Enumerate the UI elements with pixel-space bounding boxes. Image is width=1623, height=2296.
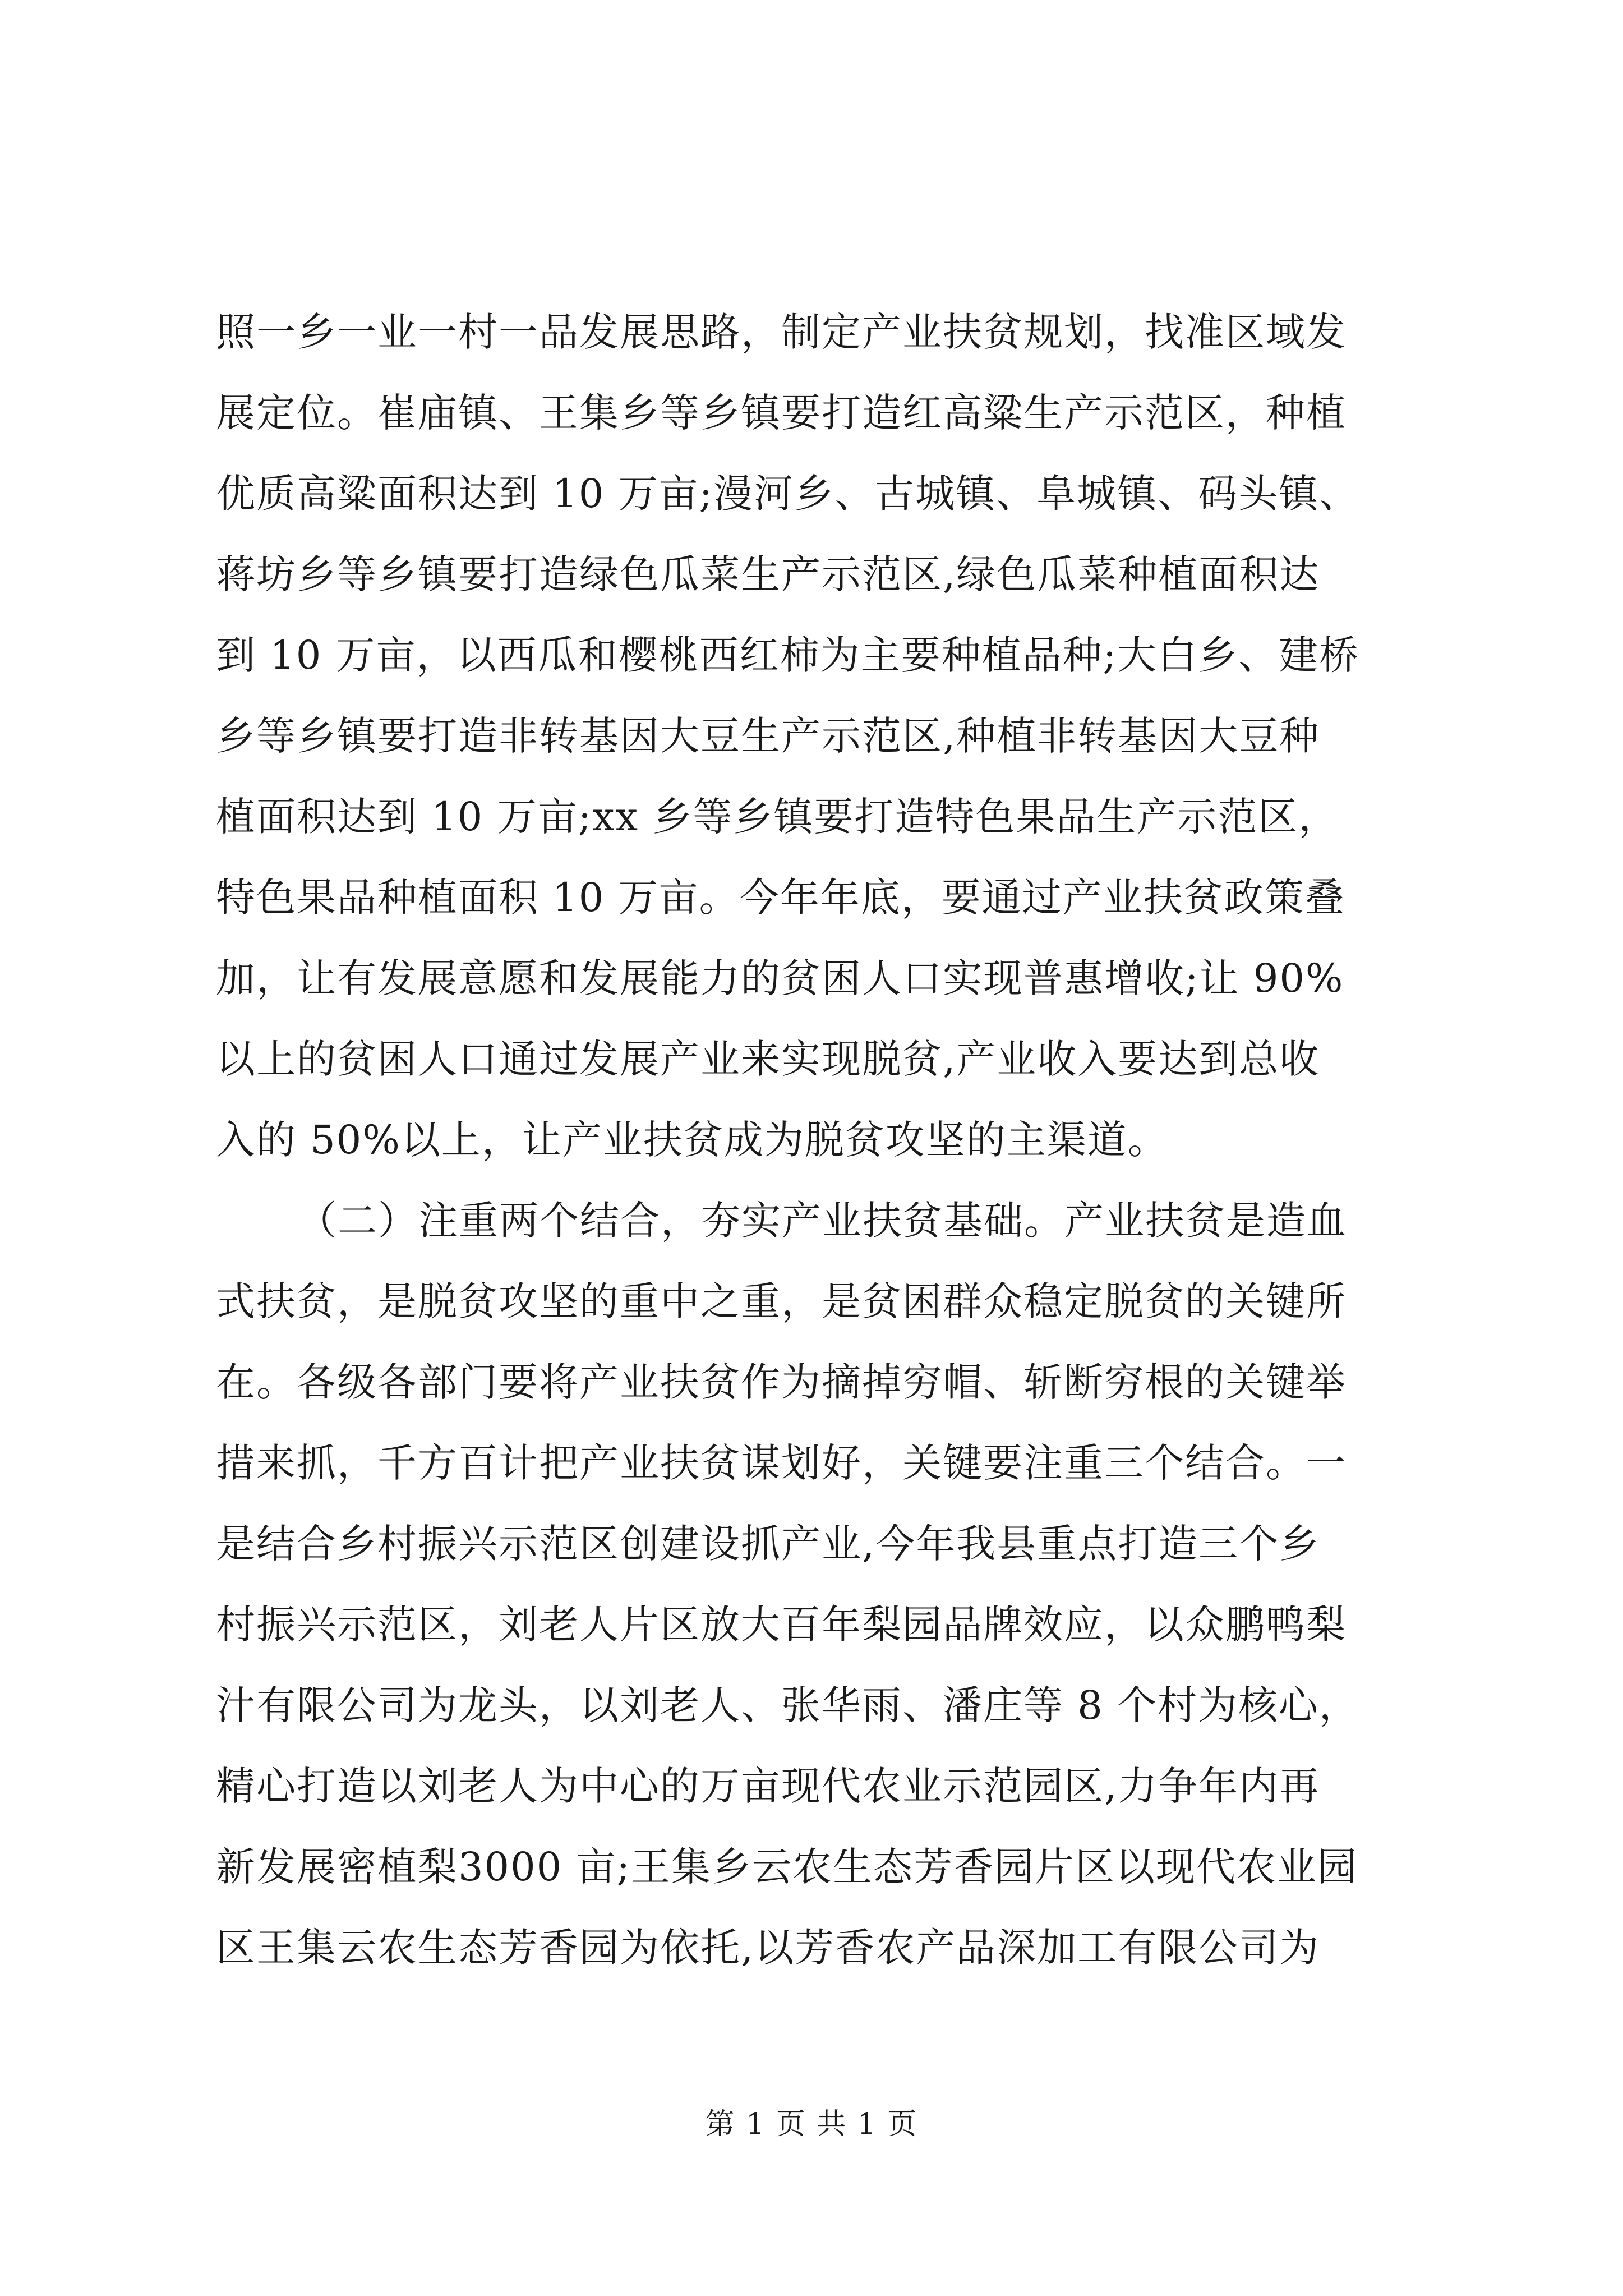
text-line: 照一乡一业一村一品发展思路，制定产业扶贫规划，找准区域发: [216, 309, 1347, 355]
text-line: 在。各级各部门要将产业扶贫作为摘掉穷帽、斩断穷根的关键举: [216, 1359, 1347, 1405]
section-heading-line: （二）注重两个结合，夯实产业扶贫基础。产业扶贫是造血: [297, 1198, 1347, 1244]
text-line: 蒋坊乡等乡镇要打造绿色瓜菜生产示范区,绿色瓜菜种植面积达: [216, 551, 1320, 597]
text-line: 村振兴示范区，刘老人片区放大百年梨园品牌效应，以众鹏鸭梨: [216, 1602, 1347, 1648]
text-line: 特色果品种植面积 10 万亩。今年年底，要通过产业扶贫政策叠: [216, 875, 1345, 921]
text-line: 式扶贫，是脱贫攻坚的重中之重，是贫困群众稳定脱贫的关键所: [216, 1278, 1347, 1324]
text-line: 展定位。崔庙镇、王集乡等乡镇要打造红高粱生产示范区，种植: [216, 390, 1347, 436]
text-line: 入的 50%以上，让产业扶贫成为脱贫攻坚的主渠道。: [216, 1117, 1168, 1163]
text-line: 乡等乡镇要打造非转基因大豆生产示范区,种植非转基因大豆种: [216, 713, 1320, 759]
text-line: 以上的贫困人口通过发展产业来实现脱贫,产业收入要达到总收: [216, 1036, 1320, 1082]
page-footer: 第 1 页 共 1 页: [705, 2108, 918, 2141]
text-line: 是结合乡村振兴示范区创建设抓产业,今年我县重点打造三个乡: [216, 1521, 1320, 1567]
text-line: 措来抓，千方百计把产业扶贫谋划好，关键要注重三个结合。一: [216, 1440, 1347, 1486]
text-line: 加，让有发展意愿和发展能力的贫困人口实现普惠增收;让 90%: [216, 955, 1344, 1001]
text-line: 优质高粱面积达到 10 万亩;漫河乡、古城镇、阜城镇、码头镇、: [216, 471, 1360, 517]
text-line: 精心打造以刘老人为中心的万亩现代农业示范园区,力争年内再: [216, 1763, 1320, 1809]
text-line: 汁有限公司为龙头，以刘老人、张华雨、潘庄等 8 个村为核心，: [216, 1682, 1360, 1728]
text-line: 到 10 万亩，以西瓜和樱桃西红柿为主要种植品种;大白乡、建桥: [216, 632, 1360, 678]
text-line: 植面积达到 10 万亩;xx 乡等乡镇要打造特色果品生产示范区，: [216, 794, 1339, 840]
document-body: [216, 292, 1405, 1988]
text-line: 区王集云农生态芳香园为依托,以芳香农产品深加工有限公司为: [216, 1925, 1320, 1971]
text-line: 新发展密植梨3000 亩;王集乡云农生态芳香园片区以现代农业园: [216, 1844, 1358, 1890]
